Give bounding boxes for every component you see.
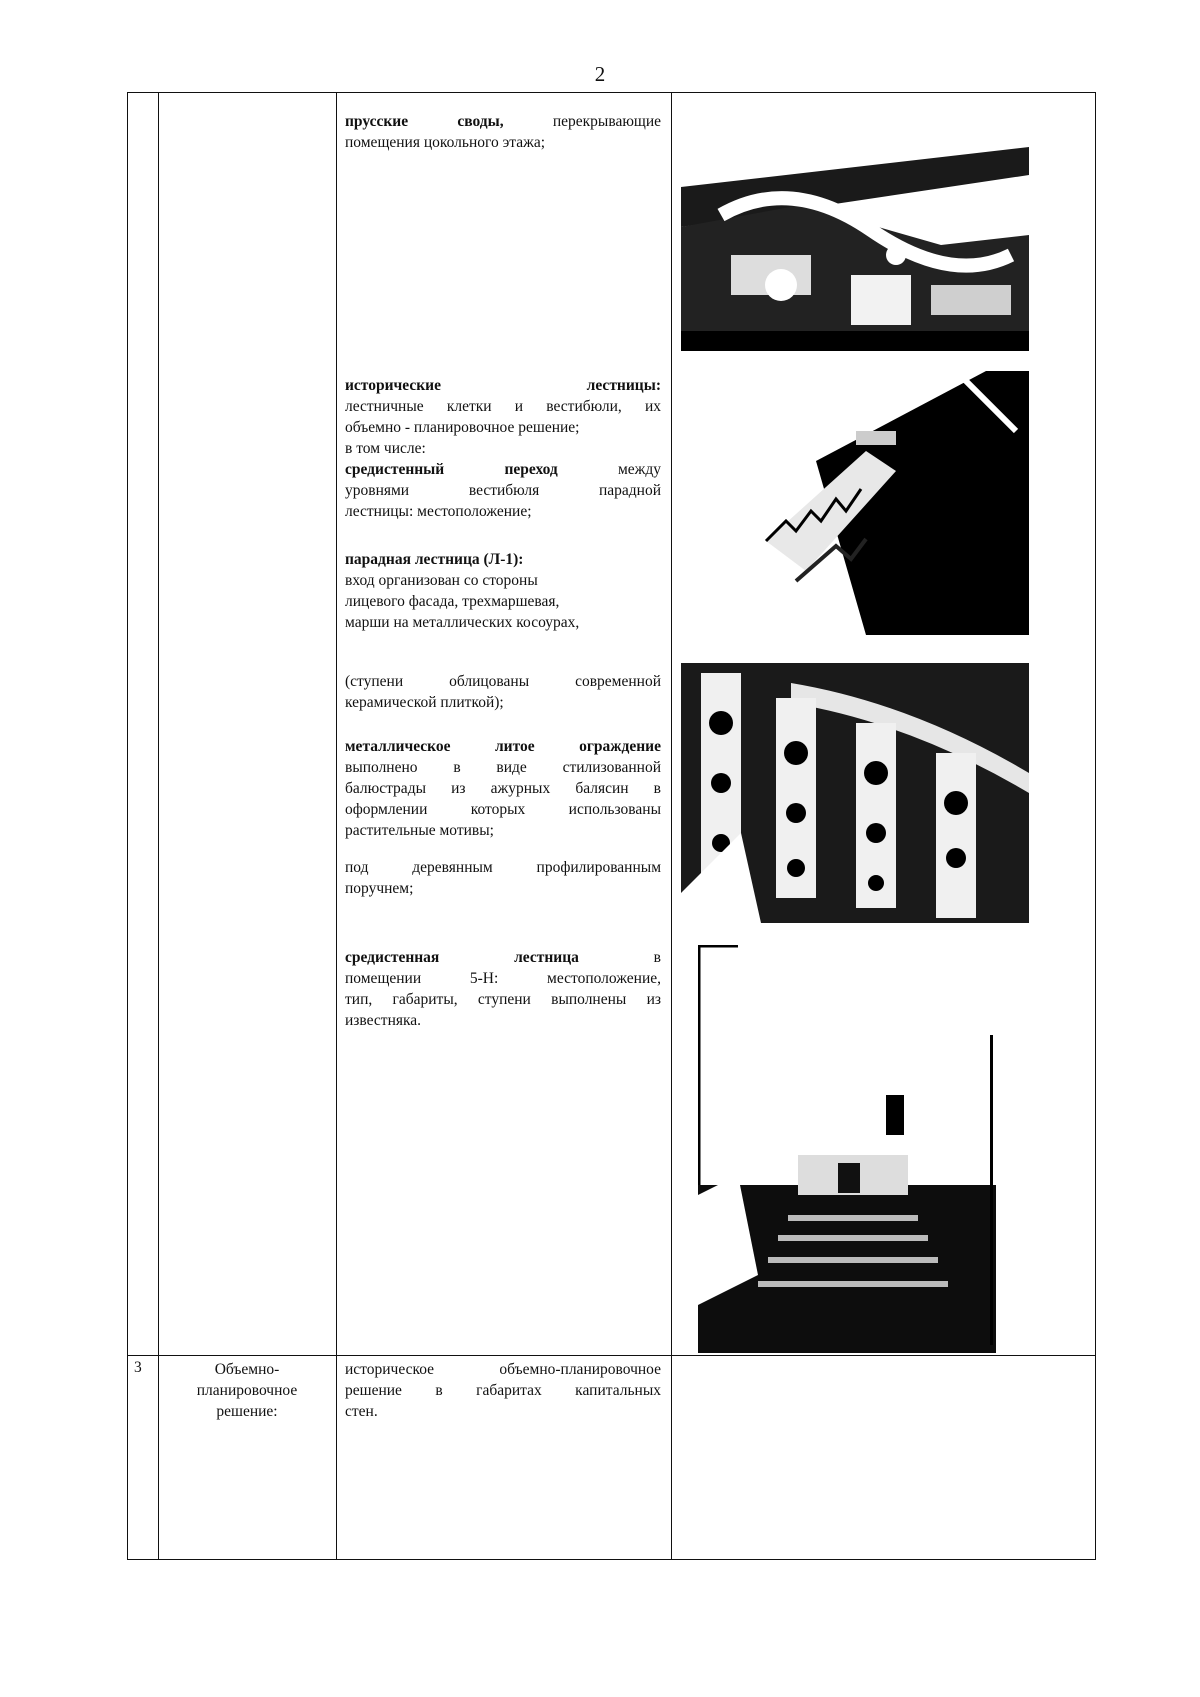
column-divider-2 (336, 93, 337, 1559)
row-3-name: Объемно- планировочное решение: (196, 1361, 298, 1420)
row-divider (128, 1355, 1095, 1356)
subject-table (127, 92, 1096, 1560)
steps-text: (ступени облицованы современной керамической плиткой); (345, 673, 661, 711)
wall-stair-text: средистенная лестница в помещении 5-Н: местоположение, тип, габариты, ступени выполнены из известняка. (345, 949, 661, 1029)
vaults-photo (681, 135, 1029, 351)
railing-text: металлическое литое ограждение выполнено в виде стилизованной балюстрады из ажурных балясин в оформлении которых использованы растительные мотивы; (345, 738, 661, 839)
wall-stair-photo (698, 945, 996, 1353)
stairs-text: исторические лестницы: лестничные клетки и вестибюли, их объемно - планировочное решение; в том числе: средистенный переход между уровнями вестибюля парадной лестницы: местоположение; (345, 377, 662, 520)
vaults-text: прусские своды, перекрывающие помещения цокольного этажа; (345, 113, 662, 151)
stair-photo (726, 371, 1029, 635)
handrail-text: под деревянным профилированным поручнем; (345, 859, 661, 897)
row-3-number: 3 (134, 1359, 142, 1376)
column-divider-1 (158, 93, 159, 1559)
column-divider-3 (671, 93, 672, 1559)
main-stair-text: парадная лестница (Л-1): вход организован со стороны лицевого фасада, трехмаршевая, марши на металлических косоурах, (345, 551, 580, 631)
railing-photo (681, 663, 1029, 923)
row-3-text: историческое объемно-планировочное решение в габаритах капитальных стен. (345, 1361, 661, 1420)
page-number: 2 (594, 62, 606, 86)
